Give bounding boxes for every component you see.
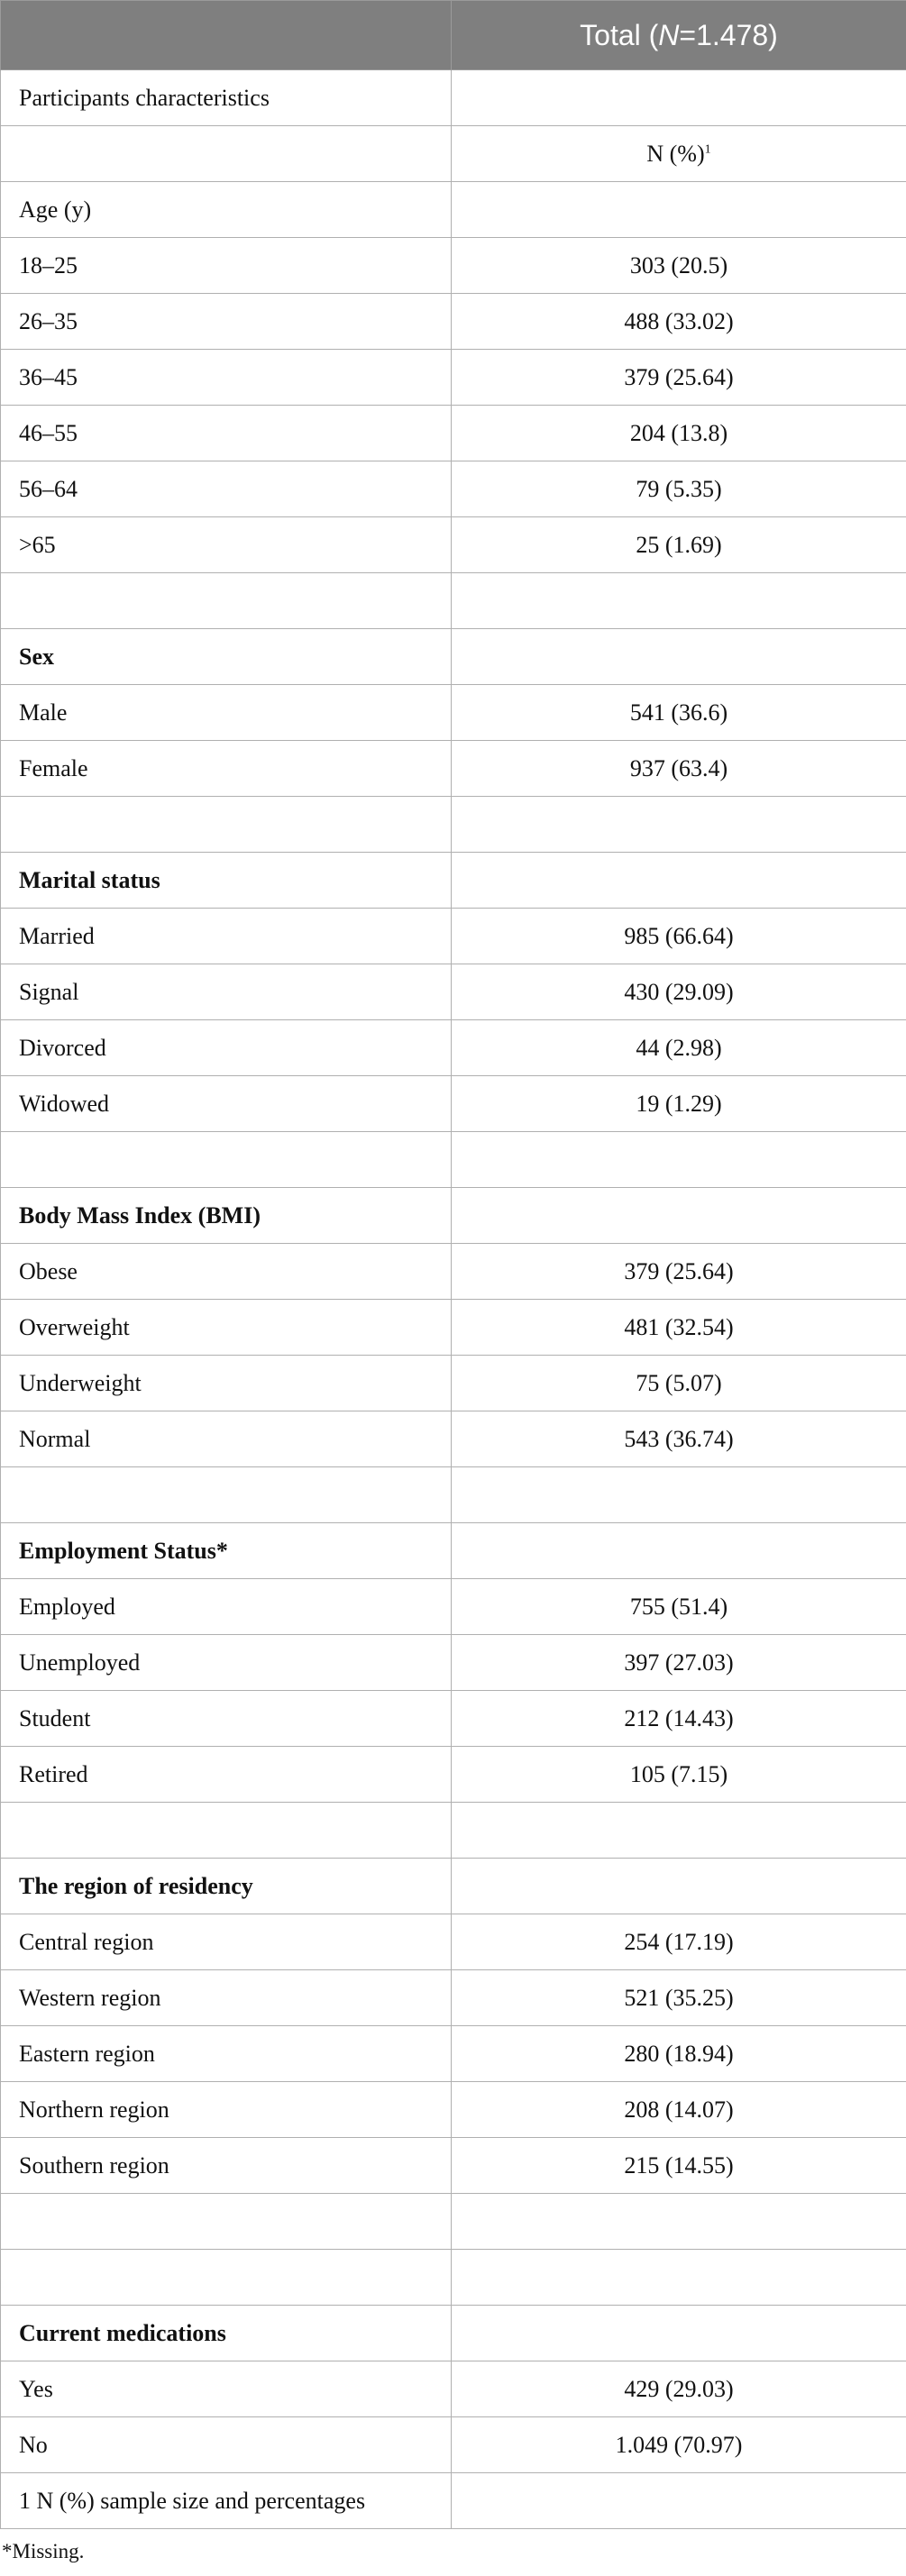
row-value-text: 1.049 (70.97) xyxy=(615,2431,743,2458)
row-value xyxy=(452,70,906,126)
table-row xyxy=(1,1411,906,1467)
header-blank-cell xyxy=(1,1,452,70)
row-value xyxy=(452,1411,906,1467)
row-label xyxy=(1,1803,452,1859)
table-row xyxy=(1,1188,906,1244)
row-value xyxy=(452,1020,906,1076)
row-value xyxy=(452,238,906,294)
row-value xyxy=(452,741,906,797)
table-row xyxy=(1,2417,906,2473)
row-label: Yes xyxy=(1,2361,452,2417)
row-label: The region of residency xyxy=(1,1859,452,1914)
row-value xyxy=(452,1356,906,1411)
row-value xyxy=(452,1914,906,1970)
row-label xyxy=(1,1467,452,1523)
row-value-text: 280 (18.94) xyxy=(624,2040,734,2067)
row-value-text: 543 (36.74) xyxy=(624,1425,734,1452)
row-label: Age (y) xyxy=(1,182,452,238)
row-value xyxy=(452,1244,906,1300)
row-value xyxy=(452,1188,906,1244)
table-row xyxy=(1,1076,906,1132)
row-value-text: 379 (25.64) xyxy=(624,363,734,390)
row-value-text: 79 (5.35) xyxy=(636,475,722,502)
table-row xyxy=(1,629,906,685)
table-row xyxy=(1,406,906,461)
row-label: 46–55 xyxy=(1,406,452,461)
row-label: Female xyxy=(1,741,452,797)
table-row xyxy=(1,853,906,909)
row-value-text: 521 (35.25) xyxy=(624,1984,734,2011)
header-row xyxy=(1,1,906,70)
row-label xyxy=(1,2194,452,2250)
row-label: Western region xyxy=(1,1970,452,2026)
row-label: Central region xyxy=(1,1914,452,1970)
table-row xyxy=(1,1300,906,1356)
row-label: 36–45 xyxy=(1,350,452,406)
table-body xyxy=(1,70,906,2529)
row-value xyxy=(452,350,906,406)
row-label: Signal xyxy=(1,964,452,1020)
row-label: Widowed xyxy=(1,1076,452,1132)
row-value xyxy=(452,126,906,182)
row-label xyxy=(1,573,452,629)
row-value xyxy=(452,2417,906,2473)
table-row xyxy=(1,70,906,126)
table-row xyxy=(1,2026,906,2082)
row-label: No xyxy=(1,2417,452,2473)
row-label: 26–35 xyxy=(1,294,452,350)
row-value-text: 75 (5.07) xyxy=(636,1369,722,1396)
row-value-text: 254 (17.19) xyxy=(624,1928,734,1955)
row-label: Student xyxy=(1,1691,452,1747)
row-value xyxy=(452,964,906,1020)
table-row xyxy=(1,909,906,964)
row-label: Unemployed xyxy=(1,1635,452,1691)
row-value-text: 105 (7.15) xyxy=(629,1760,728,1787)
row-value xyxy=(452,1635,906,1691)
table-row xyxy=(1,2138,906,2194)
row-value-text: 488 (33.02) xyxy=(624,307,734,334)
row-value xyxy=(452,1691,906,1747)
row-value xyxy=(452,2194,906,2250)
footnote-marker: 1 xyxy=(704,142,711,156)
table-row xyxy=(1,238,906,294)
table-row xyxy=(1,126,906,182)
row-value xyxy=(452,406,906,461)
row-value xyxy=(452,461,906,517)
row-value-text: 985 (66.64) xyxy=(624,922,734,949)
header-total-n: N xyxy=(658,18,680,51)
row-label: Current medications xyxy=(1,2306,452,2361)
row-value-text: 755 (51.4) xyxy=(629,1593,728,1620)
row-value xyxy=(452,2250,906,2306)
table-row xyxy=(1,1132,906,1188)
header-total-cell xyxy=(452,1,906,70)
table-row xyxy=(1,2082,906,2138)
row-label: Marital status xyxy=(1,853,452,909)
table-row xyxy=(1,2361,906,2417)
table-row xyxy=(1,964,906,1020)
table-row xyxy=(1,517,906,573)
row-label: Eastern region xyxy=(1,2026,452,2082)
row-value xyxy=(452,1970,906,2026)
row-value xyxy=(452,1132,906,1188)
table-row xyxy=(1,294,906,350)
table-row xyxy=(1,1467,906,1523)
row-value xyxy=(452,1467,906,1523)
row-label: Married xyxy=(1,909,452,964)
row-label xyxy=(1,797,452,853)
row-value-text: 541 (36.6) xyxy=(629,699,728,726)
table-row xyxy=(1,1579,906,1635)
row-label xyxy=(1,1132,452,1188)
row-label: 56–64 xyxy=(1,461,452,517)
row-value-text: 397 (27.03) xyxy=(624,1649,734,1676)
table-row xyxy=(1,2473,906,2529)
row-value xyxy=(452,294,906,350)
row-value xyxy=(452,182,906,238)
row-value xyxy=(452,1300,906,1356)
row-value xyxy=(452,685,906,741)
row-label: Body Mass Index (BMI) xyxy=(1,1188,452,1244)
row-label: 18–25 xyxy=(1,238,452,294)
row-value xyxy=(452,1523,906,1579)
row-value xyxy=(452,1803,906,1859)
row-value-text: 429 (29.03) xyxy=(624,2375,734,2402)
table-row xyxy=(1,1970,906,2026)
table-row xyxy=(1,1803,906,1859)
row-value-text: 44 (2.98) xyxy=(636,1034,722,1061)
table-row xyxy=(1,2250,906,2306)
row-label: Employment Status* xyxy=(1,1523,452,1579)
row-label: Underweight xyxy=(1,1356,452,1411)
row-value-text: 379 (25.64) xyxy=(624,1257,734,1284)
row-label: Normal xyxy=(1,1411,452,1467)
row-label: Participants characteristics xyxy=(1,70,452,126)
row-value-text: 481 (32.54) xyxy=(624,1313,734,1340)
row-value xyxy=(452,797,906,853)
row-value xyxy=(452,1859,906,1914)
table-row xyxy=(1,182,906,238)
row-value-text: 303 (20.5) xyxy=(629,251,728,279)
row-value xyxy=(452,1747,906,1803)
table-row xyxy=(1,685,906,741)
row-label: Sex xyxy=(1,629,452,685)
table-row xyxy=(1,741,906,797)
row-value xyxy=(452,2026,906,2082)
row-label: Retired xyxy=(1,1747,452,1803)
table-row xyxy=(1,1635,906,1691)
row-label: >65 xyxy=(1,517,452,573)
row-value-text: 212 (14.43) xyxy=(624,1704,734,1731)
row-value xyxy=(452,2138,906,2194)
row-value-text: 204 (13.8) xyxy=(629,419,728,446)
table-row xyxy=(1,1523,906,1579)
row-label xyxy=(1,126,452,182)
table-row xyxy=(1,1747,906,1803)
table-row xyxy=(1,573,906,629)
table-row xyxy=(1,1859,906,1914)
row-value xyxy=(452,517,906,573)
row-value xyxy=(452,2361,906,2417)
row-value xyxy=(452,909,906,964)
row-value xyxy=(452,2082,906,2138)
row-value xyxy=(452,629,906,685)
row-value xyxy=(452,2473,906,2529)
row-value-text: 937 (63.4) xyxy=(629,754,728,781)
table-row xyxy=(1,1020,906,1076)
row-value-text: 25 (1.69) xyxy=(636,531,722,558)
row-value xyxy=(452,2306,906,2361)
row-label: 1 N (%) sample size and percentages xyxy=(1,2473,452,2529)
row-value xyxy=(452,1579,906,1635)
row-value xyxy=(452,573,906,629)
row-value-text: N (%) xyxy=(646,140,705,167)
header-total-suffix: =1.478) xyxy=(679,18,778,51)
row-label: Southern region xyxy=(1,2138,452,2194)
row-label: Divorced xyxy=(1,1020,452,1076)
row-value-text: 19 (1.29) xyxy=(636,1090,722,1117)
row-value-text: 430 (29.09) xyxy=(624,978,734,1005)
header-total-prefix: Total ( xyxy=(580,18,659,51)
table-row xyxy=(1,1914,906,1970)
row-label: Employed xyxy=(1,1579,452,1635)
row-value xyxy=(452,853,906,909)
table-row xyxy=(1,461,906,517)
row-label: Northern region xyxy=(1,2082,452,2138)
table-row xyxy=(1,2194,906,2250)
table-row xyxy=(1,1691,906,1747)
row-value-text: 215 (14.55) xyxy=(624,2151,734,2179)
footnote: *Missing. xyxy=(2,2540,85,2562)
row-label: Overweight xyxy=(1,1300,452,1356)
row-label: Male xyxy=(1,685,452,741)
table-row xyxy=(1,350,906,406)
table-row xyxy=(1,1244,906,1300)
row-value xyxy=(452,1076,906,1132)
table-row xyxy=(1,797,906,853)
row-label xyxy=(1,2250,452,2306)
row-label: Obese xyxy=(1,1244,452,1300)
table-row xyxy=(1,2306,906,2361)
row-value-text: 208 (14.07) xyxy=(624,2096,734,2123)
table-row xyxy=(1,1356,906,1411)
